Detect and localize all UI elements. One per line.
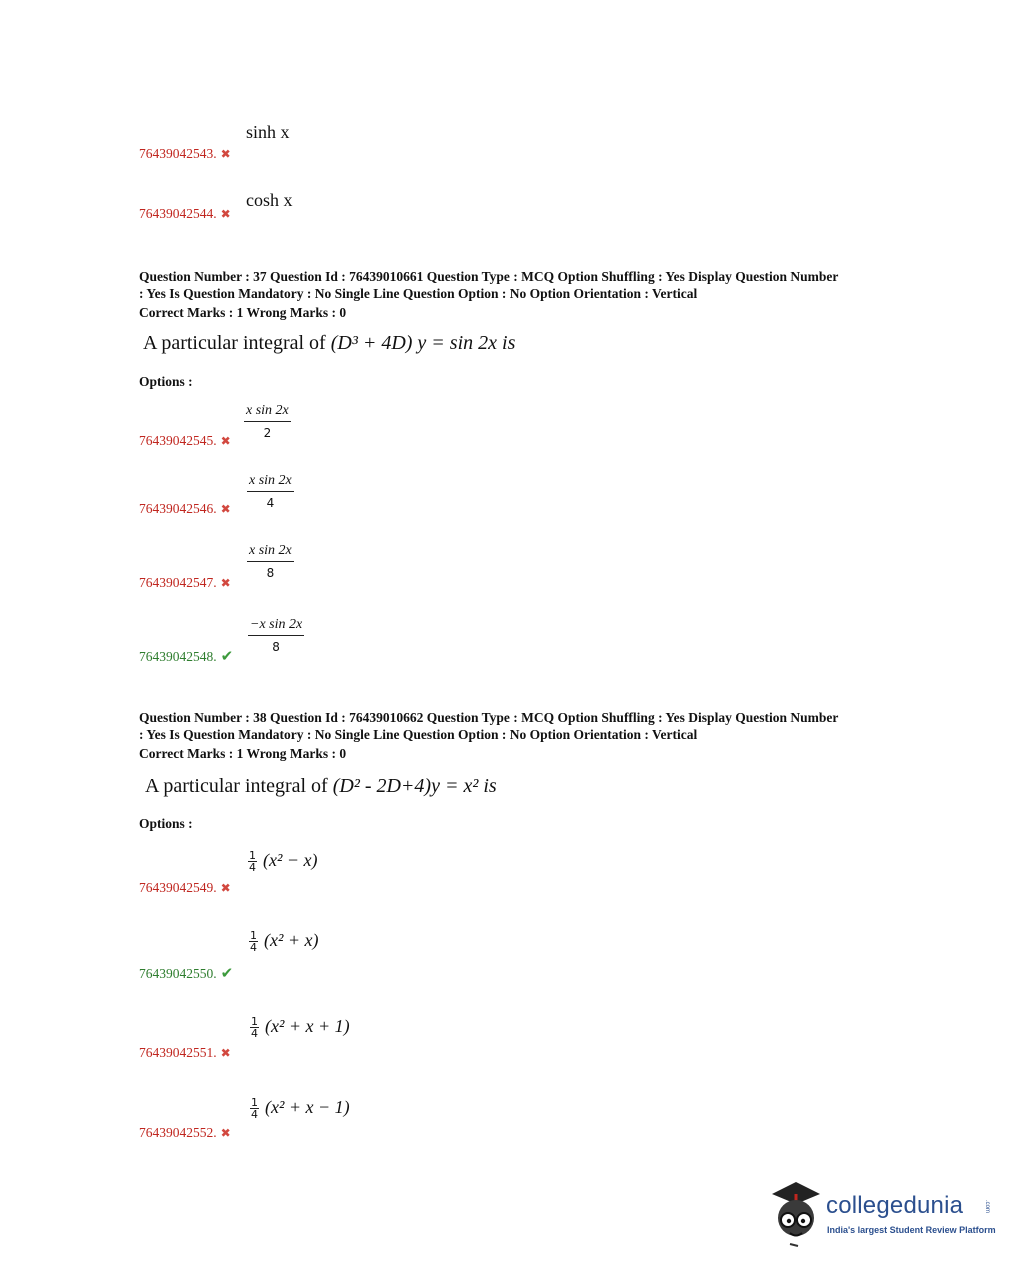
wrong-mark-icon: ✖ xyxy=(220,881,231,895)
q38-option-3-math: $\frac{1}{4}$ (x² + x + 1) xyxy=(251,1015,350,1041)
wrong-mark-icon: ✖ xyxy=(220,147,231,161)
correct-check-icon: ✔ xyxy=(220,966,234,982)
q38-question-text: A particular integral of (D² - 2D+4)y = x² is xyxy=(145,775,497,797)
q38-meta: Question Number : 38 Question Id : 76439010662 Question Type : MCQ Option Shuffling : Yes Display Question Number : Yes Is Question Mandatory : No Single Line Question Option : No Option Orientation : Vertical Correct Marks : 1 Wrong Marks : 0 xyxy=(139,710,839,761)
q37-meta: Question Number : 37 Question Id : 76439010661 Question Type : MCQ Option Shuffling : Yes Display Question Number : Yes Is Question Mandatory : No Single Line Question Option : No Option Orientation : Vertical Correct Marks : 1 Wrong Marks : 0 xyxy=(139,269,839,320)
option-math-cosh: cosh x xyxy=(246,190,293,210)
option-id: 76439042550. ✔ xyxy=(139,966,234,982)
option-math-sinh: sinh x xyxy=(246,122,290,142)
q38-option-2-math: $\frac{1}{4}$ (x² + x) xyxy=(250,929,319,955)
logo-suffix: .com xyxy=(984,1200,990,1214)
option-id: 76439042545. ✖ xyxy=(139,433,231,448)
wrong-mark-icon: ✖ xyxy=(220,1046,231,1060)
fraction-coefficient: $\frac{1}{4}$ xyxy=(251,1015,258,1041)
wrong-mark-icon: ✖ xyxy=(220,207,231,221)
wrong-mark-icon: ✖ xyxy=(220,502,231,516)
option-id: 76439042552. ✖ xyxy=(139,1125,231,1140)
fraction-coefficient: $\frac{1}{4}$ xyxy=(251,1096,258,1122)
option-id: 76439042546. ✖ xyxy=(139,501,231,516)
wrong-mark-icon: ✖ xyxy=(220,576,231,590)
wrong-mark-icon: ✖ xyxy=(220,1126,231,1140)
fraction-coefficient: $\frac{1}{4}$ xyxy=(249,849,256,875)
q37-options-label: Options : xyxy=(139,374,193,389)
collegedunia-logo xyxy=(768,1178,998,1248)
fraction-coefficient: $\frac{1}{4}$ xyxy=(250,929,257,955)
mascot-icon xyxy=(768,1178,826,1248)
q37-option-1-fraction: $\frac{\text{x sin 2x}}{2}$ xyxy=(246,403,289,440)
logo-tagline: India's largest Student Review Platform xyxy=(827,1225,996,1235)
option-id: 76439042547. ✖ xyxy=(139,575,231,590)
q38-options-label: Options : xyxy=(139,816,193,831)
q37-question-text: A particular integral of (D³ + 4D) y = sin 2x is xyxy=(143,332,516,354)
q37-option-3-fraction: $\frac{\text{x sin 2x}}{8}$ xyxy=(249,543,292,580)
logo-wordmark: collegedunia xyxy=(826,1192,964,1219)
option-id: 76439042549. ✖ xyxy=(139,880,231,895)
q38-option-1-math: $\frac{1}{4}$ (x² − x) xyxy=(249,849,318,875)
option-id: 76439042543. ✖ xyxy=(139,146,231,161)
wrong-mark-icon: ✖ xyxy=(220,434,231,448)
correct-check-icon: ✔ xyxy=(220,649,234,665)
q37-option-2-fraction: $\frac{\text{x sin 2x}}{4}$ xyxy=(249,473,292,510)
option-id: 76439042548. ✔ xyxy=(139,649,234,665)
option-id: 76439042551. ✖ xyxy=(139,1045,231,1060)
q37-option-4-fraction: $\frac{\text{−x sin 2x}}{8}$ xyxy=(250,617,303,654)
option-id: 76439042544. ✖ xyxy=(139,206,231,221)
q38-option-4-math: $\frac{1}{4}$ (x² + x − 1) xyxy=(251,1096,350,1122)
